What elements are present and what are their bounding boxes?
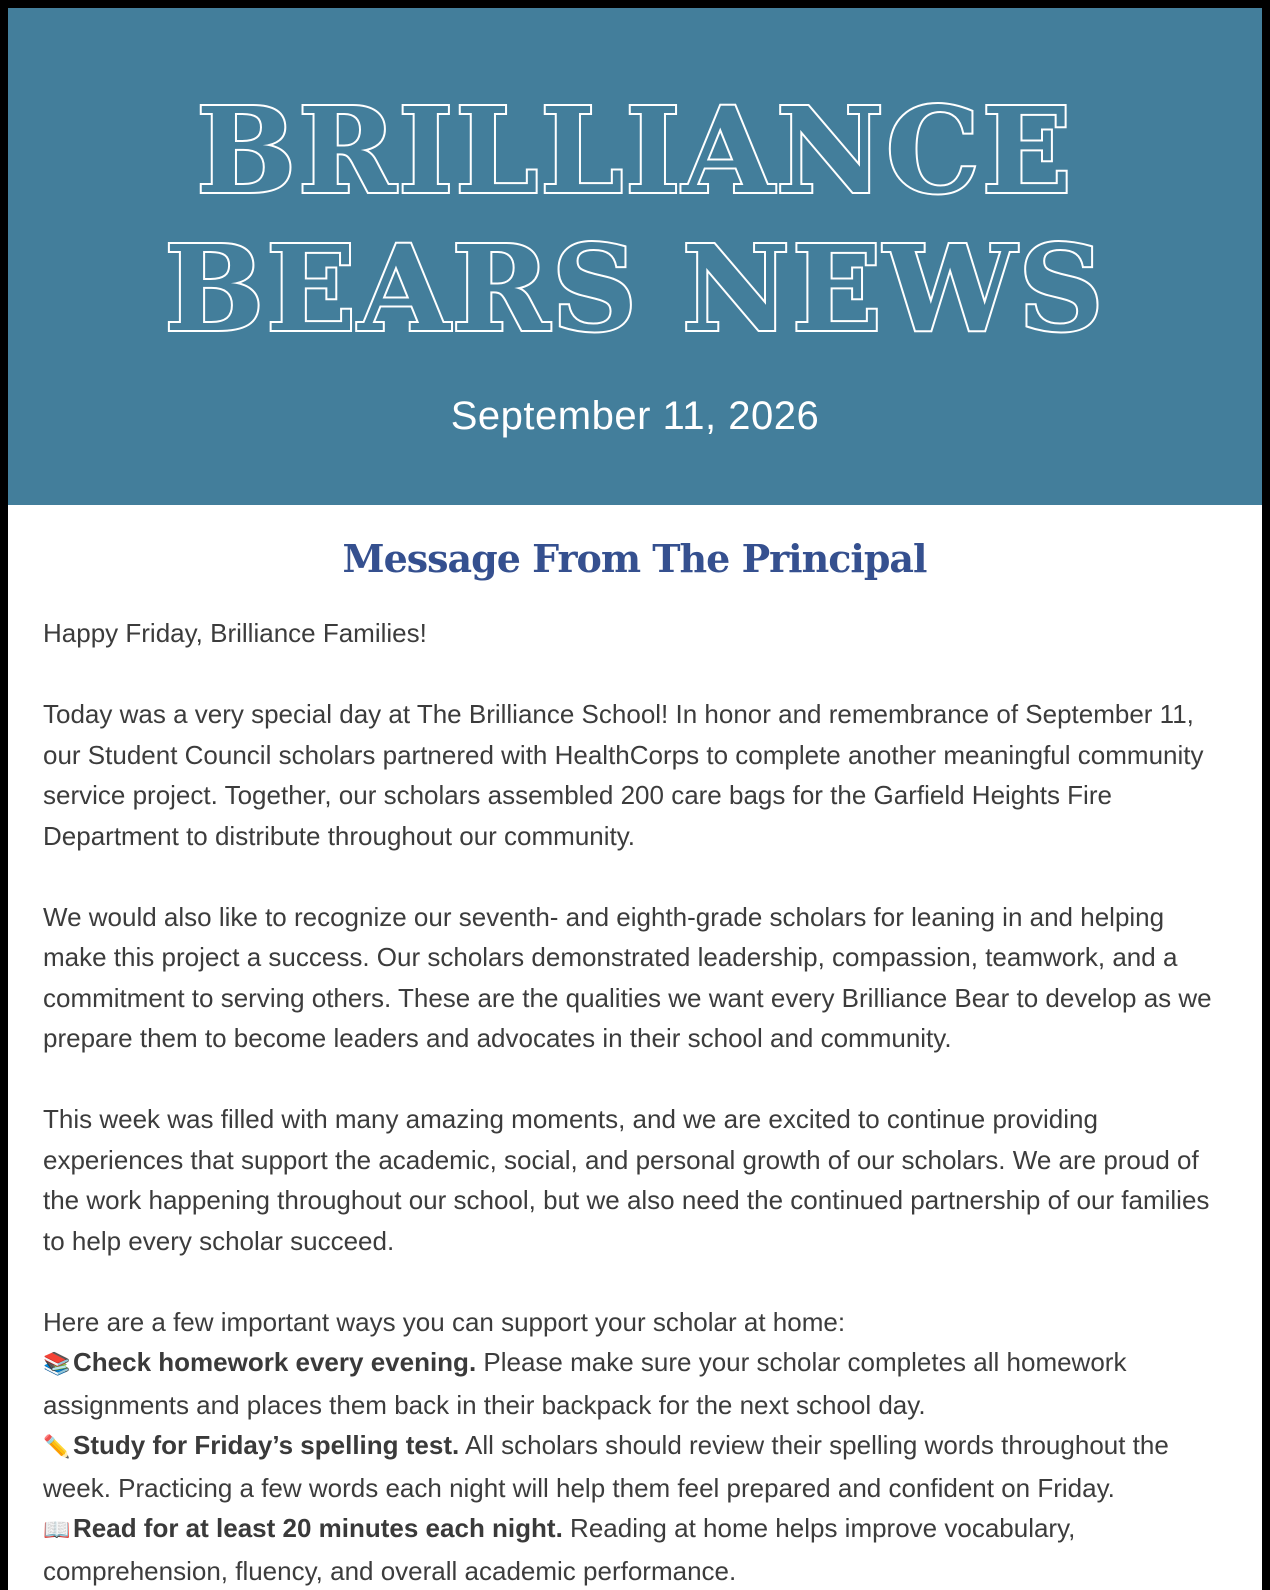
paragraph-week-summary: This week was filled with many amazing moments, and we are excited to continue providing experiences that support the academic, social, and personal growth of our scholars. We are proud of the work happening throughout our school, but we also need the continued partnership of our families to help every scholar succeed. [43,1104,1210,1256]
tip-bold: Read for at least 20 minutes each night. [73,1513,563,1543]
header-banner [8,8,1262,505]
paragraph-recognition: We would also like to recognize our seventh- and eighth-grade scholars for leaning in and helping make this project a success. Our scholars demonstrated leadership, compassion, teamwork, and a commitment to serving others. These are the qualities we want every Brilliance Bear to develop as we prepare them to become leaders and advocates in their school and community. [43,901,1212,1053]
title-line-1: BRILLIANCE [196,81,1074,220]
newsletter-date: September 11, 2026 [450,394,820,438]
tip-bold: Check homework every evening. [73,1347,477,1377]
newsletter-page [8,8,1262,1590]
principal-message-section [8,535,1262,1590]
tip-item [43,1508,1226,1590]
tip-text: All scholars should review their spelling words throughout the week. Practicing a few words each night will help them feel prepared and confident on Friday. [43,1430,1169,1503]
tips-list [43,1342,1226,1590]
newsletter-title [8,82,1262,358]
greeting-text: Happy Friday, Brilliance Families! [43,618,427,648]
tip-item [43,1425,1226,1508]
open-book-icon: 📖 [43,1517,71,1542]
paragraph-service-project: Today was a very special day at The Brilliance School! In honor and remembrance of September 11, our Student Council scholars partnered with HealthCorps to complete another meaningful community service project. Together, our scholars assembled 200 care bags for the Garfield Heights Fire Department to distribute throughout our community. [43,699,1204,851]
tip-bold: Study for Friday’s spelling test. [73,1430,460,1460]
pencil-icon: ✏️ [43,1434,71,1459]
tip-item [43,1342,1226,1425]
tip-text: Reading at home helps improve vocabulary, comprehension, fluency, and overall academic performance. [43,1513,1076,1586]
tips-intro: Here are a few important ways you can support your scholar at home: [43,1306,846,1337]
books-icon: 📚 [43,1351,71,1376]
tip-text: Please make sure your scholar completes all homework assignments and places them back in their backpack for the next school day. [43,1347,1127,1420]
section-heading: Message From The Principal [342,536,927,581]
title-line-2: BEARS NEWS [164,219,1106,358]
